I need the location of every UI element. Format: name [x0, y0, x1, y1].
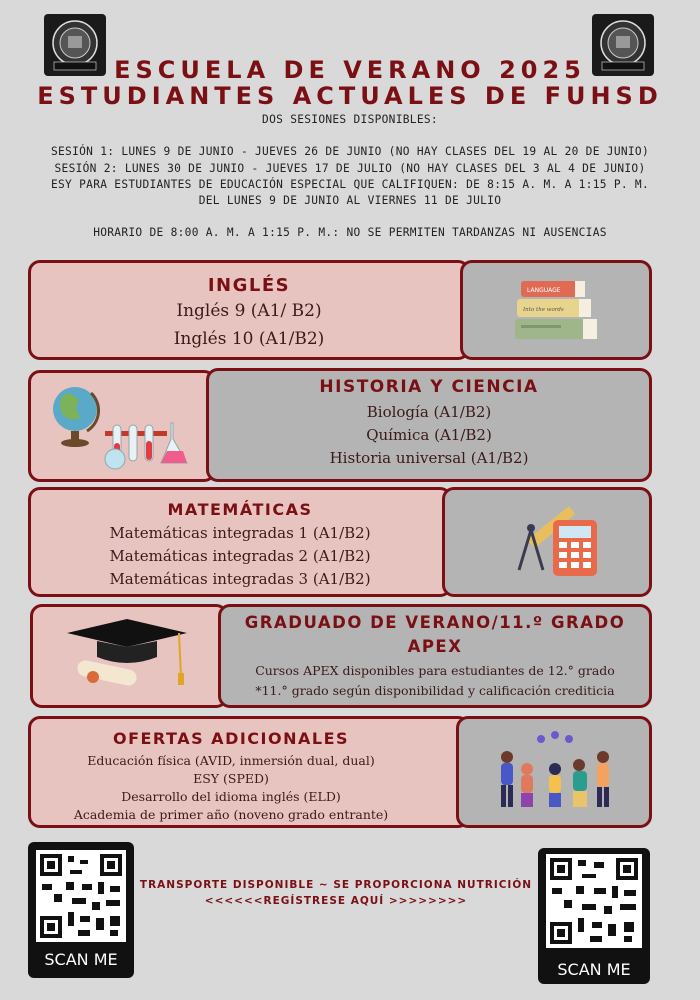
graduate-heading-apex: APEX: [407, 637, 463, 656]
qr-code-right[interactable]: [538, 848, 650, 984]
english-item: Inglés 10 (A1/B2): [173, 329, 325, 349]
globe-lab-icon: [43, 379, 203, 475]
register-link[interactable]: <<<<<<REGÍSTRESE AQUÍ >>>>>>>>: [204, 895, 468, 907]
sessions-heading: DOS SESIONES DISPONIBLES:: [262, 113, 438, 126]
english-heading: INGLÉS: [207, 275, 291, 296]
history-science-illustration-card: [28, 370, 216, 482]
history-science-item: Historia universal (A1/B2): [329, 449, 529, 467]
graduation-cap-icon: [63, 615, 193, 701]
page-title: ESCUELA DE VERANO 2025: [114, 56, 586, 84]
additional-illustration-card: [456, 716, 652, 828]
transport-nutrition-text: TRANSPORTE DISPONIBLE ~ SE PROPORCIONA NUTRICIÓN: [139, 879, 533, 891]
math-card: [28, 487, 452, 597]
additional-item: Educación física (AVID, inmersión dual, dual): [87, 753, 375, 768]
english-illustration-card: [460, 260, 652, 360]
additional-offers-card: [28, 716, 470, 828]
schedule-text: HORARIO DE 8:00 A. M. A 1:15 P. M.: NO SE PERMITEN TARDANZAS NI AUSENCIAS: [93, 226, 607, 239]
math-item: Matemáticas integradas 2 (A1/B2): [109, 547, 371, 565]
session-2-text: SESIÓN 2: LUNES 30 DE JUNIO - JUEVES 17 DE JULIO (NO HAY CLASES DEL 3 AL 4 DE JUNIO): [54, 162, 646, 175]
book-label: Into the words: [523, 307, 564, 313]
english-item: Inglés 9 (A1/ B2): [176, 301, 322, 321]
additional-item: Desarrollo del idioma inglés (ELD): [121, 789, 341, 804]
graduate-illustration-card: [30, 604, 228, 708]
book-label: LANGUAGE: [527, 287, 561, 294]
qr-code-left[interactable]: [28, 842, 134, 978]
people-group-icon: [491, 729, 621, 815]
books-icon: [513, 273, 603, 347]
math-item: Matemáticas integradas 1 (A1/B2): [109, 524, 371, 542]
graduate-item: Cursos APEX disponibles para estudiantes de 12.° grado: [255, 663, 615, 678]
math-item: Matemáticas integradas 3 (A1/B2): [109, 570, 371, 588]
scan-me-label: SCAN ME: [44, 950, 118, 969]
esy-text-line2: DEL LUNES 9 DE JUNIO AL VIERNES 11 DE JULIO: [198, 194, 502, 207]
calculator-icon: [509, 500, 609, 588]
qr-pattern-icon: [546, 854, 642, 948]
math-heading: MATEMÁTICAS: [167, 500, 313, 519]
page-subtitle: ESTUDIANTES ACTUALES DE FUHSD: [37, 82, 663, 110]
scan-me-label: SCAN ME: [557, 960, 631, 979]
history-science-card: [206, 368, 652, 482]
additional-heading: OFERTAS ADICIONALES: [112, 729, 350, 748]
esy-text-line1: ESY PARA ESTUDIANTES DE EDUCACIÓN ESPECIAL QUE CALIFIQUEN: DE 8:15 A. M. A 1:15 P. M.: [50, 178, 649, 191]
additional-item: ESY (SPED): [193, 771, 269, 786]
additional-item: Academia de primer año (noveno grado entrante): [73, 807, 389, 822]
session-1-text: SESIÓN 1: LUNES 9 DE JUNIO - JUEVES 26 DE JUNIO (NO HAY CLASES DEL 19 AL 20 DE JUNIO): [50, 145, 649, 158]
history-science-item: Química (A1/B2): [366, 426, 492, 444]
english-card: [28, 260, 470, 360]
math-illustration-card: [442, 487, 652, 597]
graduate-heading: GRADUADO DE VERANO/11.º GRADO: [244, 613, 626, 632]
history-science-heading: HISTORIA Y CIENCIA: [319, 377, 539, 397]
history-science-item: Biología (A1/B2): [366, 403, 492, 421]
qr-pattern-icon: [36, 850, 126, 942]
graduate-item: *11.° grado según disponibilidad y calificación crediticia: [255, 683, 615, 698]
graduate-card: [218, 604, 652, 708]
